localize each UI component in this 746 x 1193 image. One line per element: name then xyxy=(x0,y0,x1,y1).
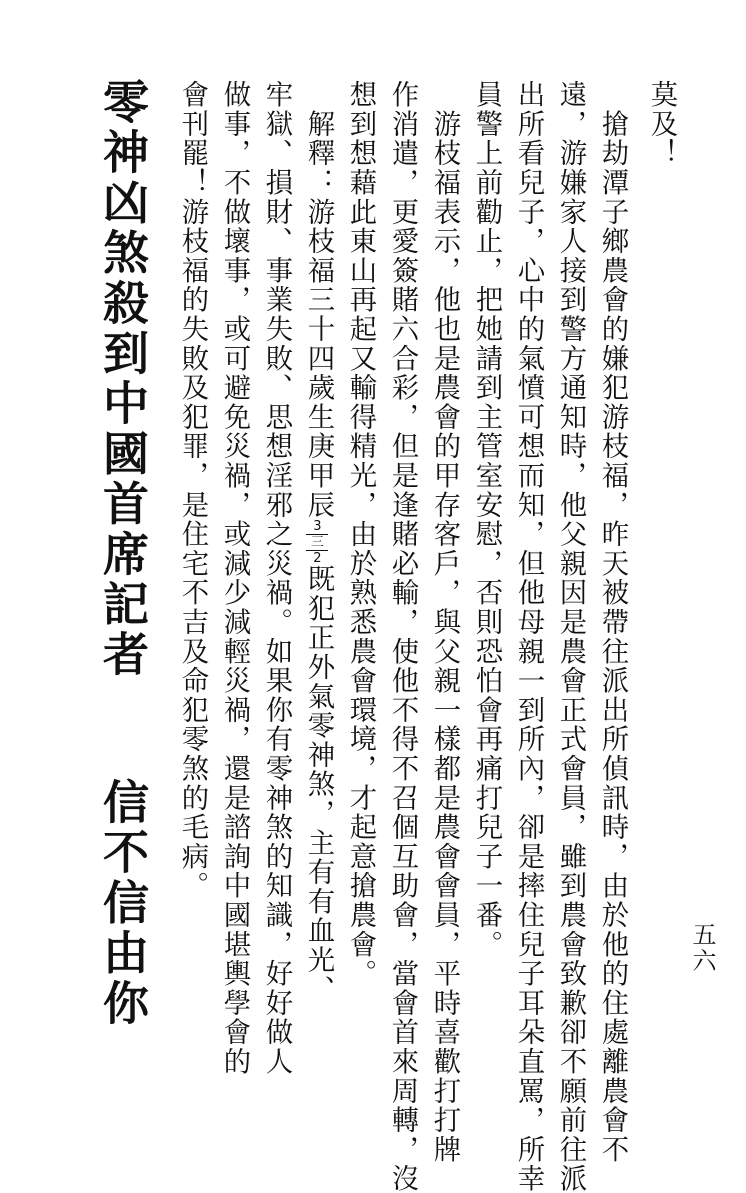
explanation-text-after: 既犯正外氣零神煞，主有有血光、 xyxy=(302,564,334,1004)
text-column-12: 會刊罷！游枝福的失敗及犯罪，是住宅不吉及命犯零煞的毛病。 xyxy=(176,80,208,901)
text-column-11: 做事，不做壞事，或可避免災禍，或減少減輕災禍，還是諮詢中國堪輿學會的 xyxy=(218,80,250,1077)
text-column-9 xyxy=(302,80,334,1004)
text-column-2: 搶劫潭子鄉農會的嫌犯游枝福，昨天被帶往派出所偵訊時，由於他的住處離農會不 xyxy=(596,80,628,1165)
text-column-8: 想到想藉此東山再起又輸得精光，由於熟悉農會環境，才起意搶農會。 xyxy=(344,80,376,989)
text-column-7: 作消遣，更愛簽賭六合彩，但是逢賭必輸，使他不得不召個互助會，當會首來周轉，沒 xyxy=(386,80,418,1193)
text-column-6: 游枝福表示，他也是農會的甲存客戶，與父親一樣都是農會會員，平時喜歡打打牌 xyxy=(428,80,460,1165)
headline-left: 零神凶煞殺到中國首席記者 xyxy=(96,78,150,681)
text-column-3: 遠，游嫌家人接到警方通知時，他父親因是農會正式會員，雖到農會致歉卻不願前往派 xyxy=(554,80,586,1193)
trigram-fraction xyxy=(304,520,330,565)
text-column-5: 員警上前勸止，把她請到主管室安慰，否則恐怕會再痛打兒子一番。 xyxy=(470,80,502,959)
explanation-text-before: 解釋：游枝福三十四歲生庚甲辰 xyxy=(302,80,334,520)
text-column-10: 牢獄、損財、事業失敗、思想淫邪之災禍。如果你有零神煞的知識，好好做人 xyxy=(260,80,292,1077)
headline-right: 信不信由你 xyxy=(96,778,150,1029)
text-column-1: 莫及！ xyxy=(645,80,677,168)
fraction-middle: 三 xyxy=(310,534,324,550)
fraction-top: 3 xyxy=(313,518,322,534)
text-column-4: 出所看兒子，心中的氣憤可想而知，但他母親一到所內，卻是摔住兒子耳朵直罵，所幸 xyxy=(512,80,544,1193)
fraction-bottom: 2 xyxy=(313,550,322,566)
page-number: 五六 xyxy=(688,922,716,974)
